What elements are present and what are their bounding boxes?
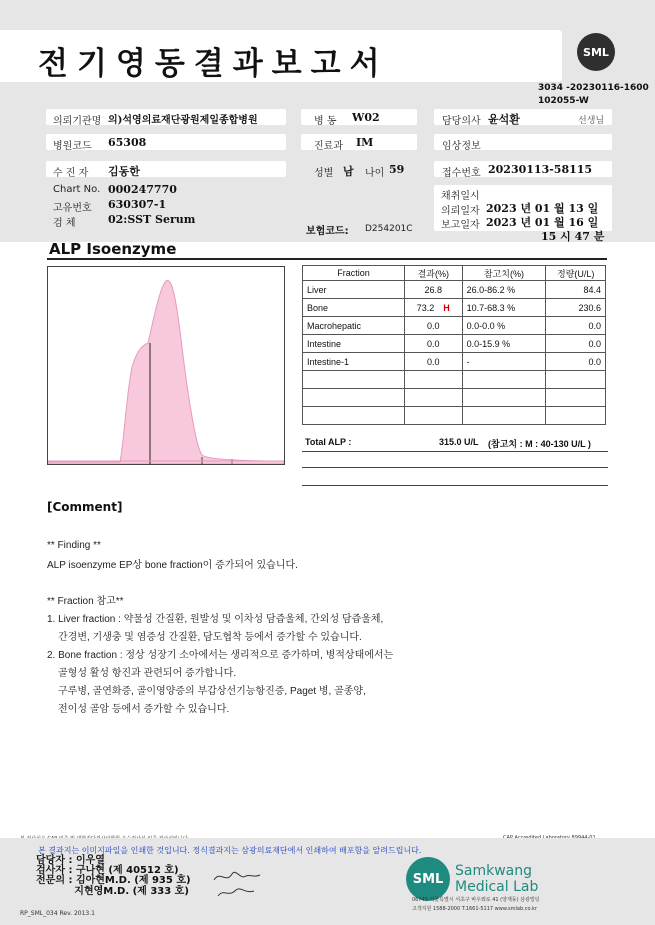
reference-cell: 26.0-86.2 %: [462, 281, 546, 299]
header-fraction: Fraction: [303, 266, 405, 281]
comment-line: 전이성 골암 등에서 증가할 수 있습니다.: [58, 704, 230, 715]
report-number-line-2: 102055-W: [538, 96, 589, 106]
report-time: 15 시 47 분: [541, 230, 605, 243]
result-cell: [405, 317, 463, 335]
lab-address: 06745 서울특별시 서초구 바우뫼로 41 (양재동) 삼광빌딩: [412, 897, 540, 903]
sml-logo-icon: SML: [577, 33, 615, 71]
recipient-label: 수 진 자: [53, 168, 89, 179]
table-row: [303, 299, 606, 317]
request-label: 의뢰일자: [441, 206, 480, 217]
ward-label: 병 동: [314, 116, 337, 127]
age-value: 59: [389, 163, 405, 176]
print-notice: 본 결과지는 이미지파일을 인쇄한 것입니다. 정식결과지는 삼광의료재단에서 인쇄하여 배포함을 알려드립니다.: [38, 846, 422, 855]
report-date-label: 보고일자: [441, 220, 480, 231]
fraction-cell: Macrohepatic: [303, 317, 405, 335]
header-reference: 참고치(%): [462, 266, 546, 281]
quantity-cell: 84.4: [546, 281, 606, 299]
comment-line: 골형성 활성 항진과 관련되어 증가합니다.: [58, 668, 237, 679]
quantity-cell: 0.0: [546, 353, 606, 371]
table-header-row: [303, 266, 606, 281]
reference-cell: 10.7-68.3 %: [462, 299, 546, 317]
finding-text: ALP isoenzyme EP상 bone fraction이 증가되어 있습니다.: [47, 560, 298, 571]
staff-tester: 검사자 : 구나현 (제 40512 호): [36, 865, 179, 876]
result-value: 0.0: [427, 338, 440, 349]
comment-heading: [Comment]: [47, 500, 123, 514]
high-flag: H: [443, 302, 450, 313]
result-cell: [405, 299, 463, 317]
page-title: 전기영동결과보고서: [38, 46, 389, 82]
clinical-label: 임상정보: [442, 141, 481, 152]
result-cell: [405, 335, 463, 353]
dept-label: 진료과: [314, 141, 343, 152]
fraction-ref-title: ** Fraction 참고**: [47, 596, 124, 607]
comment-line: 구루병, 골연화증, 골이영양증의 부갑상선기능항진증, Paget 병, 골종양,: [58, 686, 366, 697]
specimen-value: 02:SST Serum: [108, 213, 196, 226]
specimen-label: 검 체: [53, 218, 76, 229]
total-underline: [302, 451, 608, 452]
insurance-label: 보험코드:: [306, 226, 349, 237]
ward-value: W02: [352, 111, 380, 124]
empty-row: [303, 407, 606, 425]
quantity-cell: 230.6: [546, 299, 606, 317]
total-value: 315.0 U/L: [439, 437, 479, 447]
doctor-label: 담당의사: [442, 116, 481, 127]
sex-value: 남: [343, 165, 354, 178]
sex-label: 성별: [314, 168, 334, 179]
org-value: 의)석영의료재단광원제일종합병원: [108, 115, 258, 126]
alp-peak-curve: [48, 281, 284, 464]
chart-value: 000247770: [108, 183, 177, 196]
comment-line: 간경변, 기생충 및 염증성 간질환, 담도협착 등에서 증가할 수 있습니다.: [58, 632, 362, 643]
form-number: RP_SML_034 Rev. 2013.1: [20, 910, 95, 917]
finding-title: ** Finding **: [47, 540, 101, 551]
total-alp: [305, 437, 591, 449]
table-row: [303, 353, 606, 371]
signature-icon: [210, 866, 265, 900]
header-result: 결과(%): [405, 266, 463, 281]
lab-phone: 고객지원 1588-2000 T.1661-5117 www.smlab.co.kr: [412, 906, 537, 912]
table-row: [303, 335, 606, 353]
age-label: 나이: [365, 168, 385, 179]
fraction-cell: Bone: [303, 299, 405, 317]
reference-cell: 0.0-15.9 %: [462, 335, 546, 353]
collect-label: 채취일시: [441, 191, 480, 202]
report-number-line-1: 3034 -20230116-1600: [538, 83, 649, 93]
fraction-cell: Intestine: [303, 335, 405, 353]
electropherogram-chart: [47, 266, 285, 465]
staff-manager: 담당자 : 이우열: [36, 855, 105, 866]
header-quantity: 정량(U/L): [546, 266, 606, 281]
samkwang-name-2: Medical Lab: [455, 879, 539, 895]
result-value: 73.2: [416, 302, 435, 313]
empty-row: [303, 389, 606, 407]
unique-label: 고유번호: [53, 203, 92, 214]
electropherogram-svg: [48, 267, 284, 464]
hosp-code-label: 병원코드: [53, 141, 92, 152]
doctor-suffix: 선생님: [578, 116, 605, 126]
receipt-label: 접수번호: [442, 168, 481, 179]
section-divider: [47, 258, 607, 260]
result-cell: [405, 281, 463, 299]
samkwang-name-1: Samkwang: [455, 863, 532, 879]
blank-line-1: [302, 467, 608, 468]
comment-line: 1. Liver fraction : 약물성 간질환, 원발성 및 이차성 담즙울체, 간외성 담즙울체,: [47, 614, 384, 625]
dept-value: IM: [356, 136, 374, 149]
reference-cell: -: [462, 353, 546, 371]
quantity-cell: 0.0: [546, 335, 606, 353]
samkwang-logo-icon: SML: [406, 857, 450, 901]
total-reference: (참고치 : M : 40-130 U/L ): [488, 439, 591, 449]
result-value: 0.0: [427, 356, 440, 367]
staff-specialist-1: 전문의 : 김아현M.D. (제 935 호): [36, 875, 191, 886]
unique-value: 630307-1: [108, 198, 167, 211]
comment-line: 2. Bone fraction : 정상 성장기 소아에서는 생리적으로 증가하며, 병적상태에서는: [47, 650, 394, 661]
doctor-value: 윤석환: [488, 113, 520, 126]
fraction-cell: Intestine-1: [303, 353, 405, 371]
report-date-value: 2023 년 01 월 16 일: [486, 216, 599, 229]
report-number: [538, 82, 649, 108]
blank-line-2: [302, 485, 608, 486]
section-title: ALP Isoenzyme: [49, 240, 177, 258]
table-row: [303, 317, 606, 335]
receipt-value: 20230113-58115: [488, 163, 593, 176]
insurance-value: D254201C: [365, 224, 413, 234]
result-value: 26.8: [424, 284, 443, 295]
results-table: [302, 265, 606, 425]
org-label: 의뢰기관명: [53, 116, 102, 127]
chart-label: Chart No.: [53, 184, 101, 195]
total-label: Total ALP :: [305, 437, 352, 447]
result-cell: [405, 353, 463, 371]
staff-specialist-2: 지현영M.D. (제 333 호): [36, 886, 189, 897]
result-value: 0.0: [427, 320, 440, 331]
table-row: [303, 281, 606, 299]
reference-cell: 0.0-0.0 %: [462, 317, 546, 335]
samkwang-name: [455, 863, 538, 895]
fraction-cell: Liver: [303, 281, 405, 299]
hosp-code-value: 65308: [108, 136, 147, 149]
quantity-cell: 0.0: [546, 317, 606, 335]
empty-row: [303, 371, 606, 389]
request-value: 2023 년 01 월 13 일: [486, 202, 599, 215]
recipient-value: 김동한: [108, 165, 140, 178]
